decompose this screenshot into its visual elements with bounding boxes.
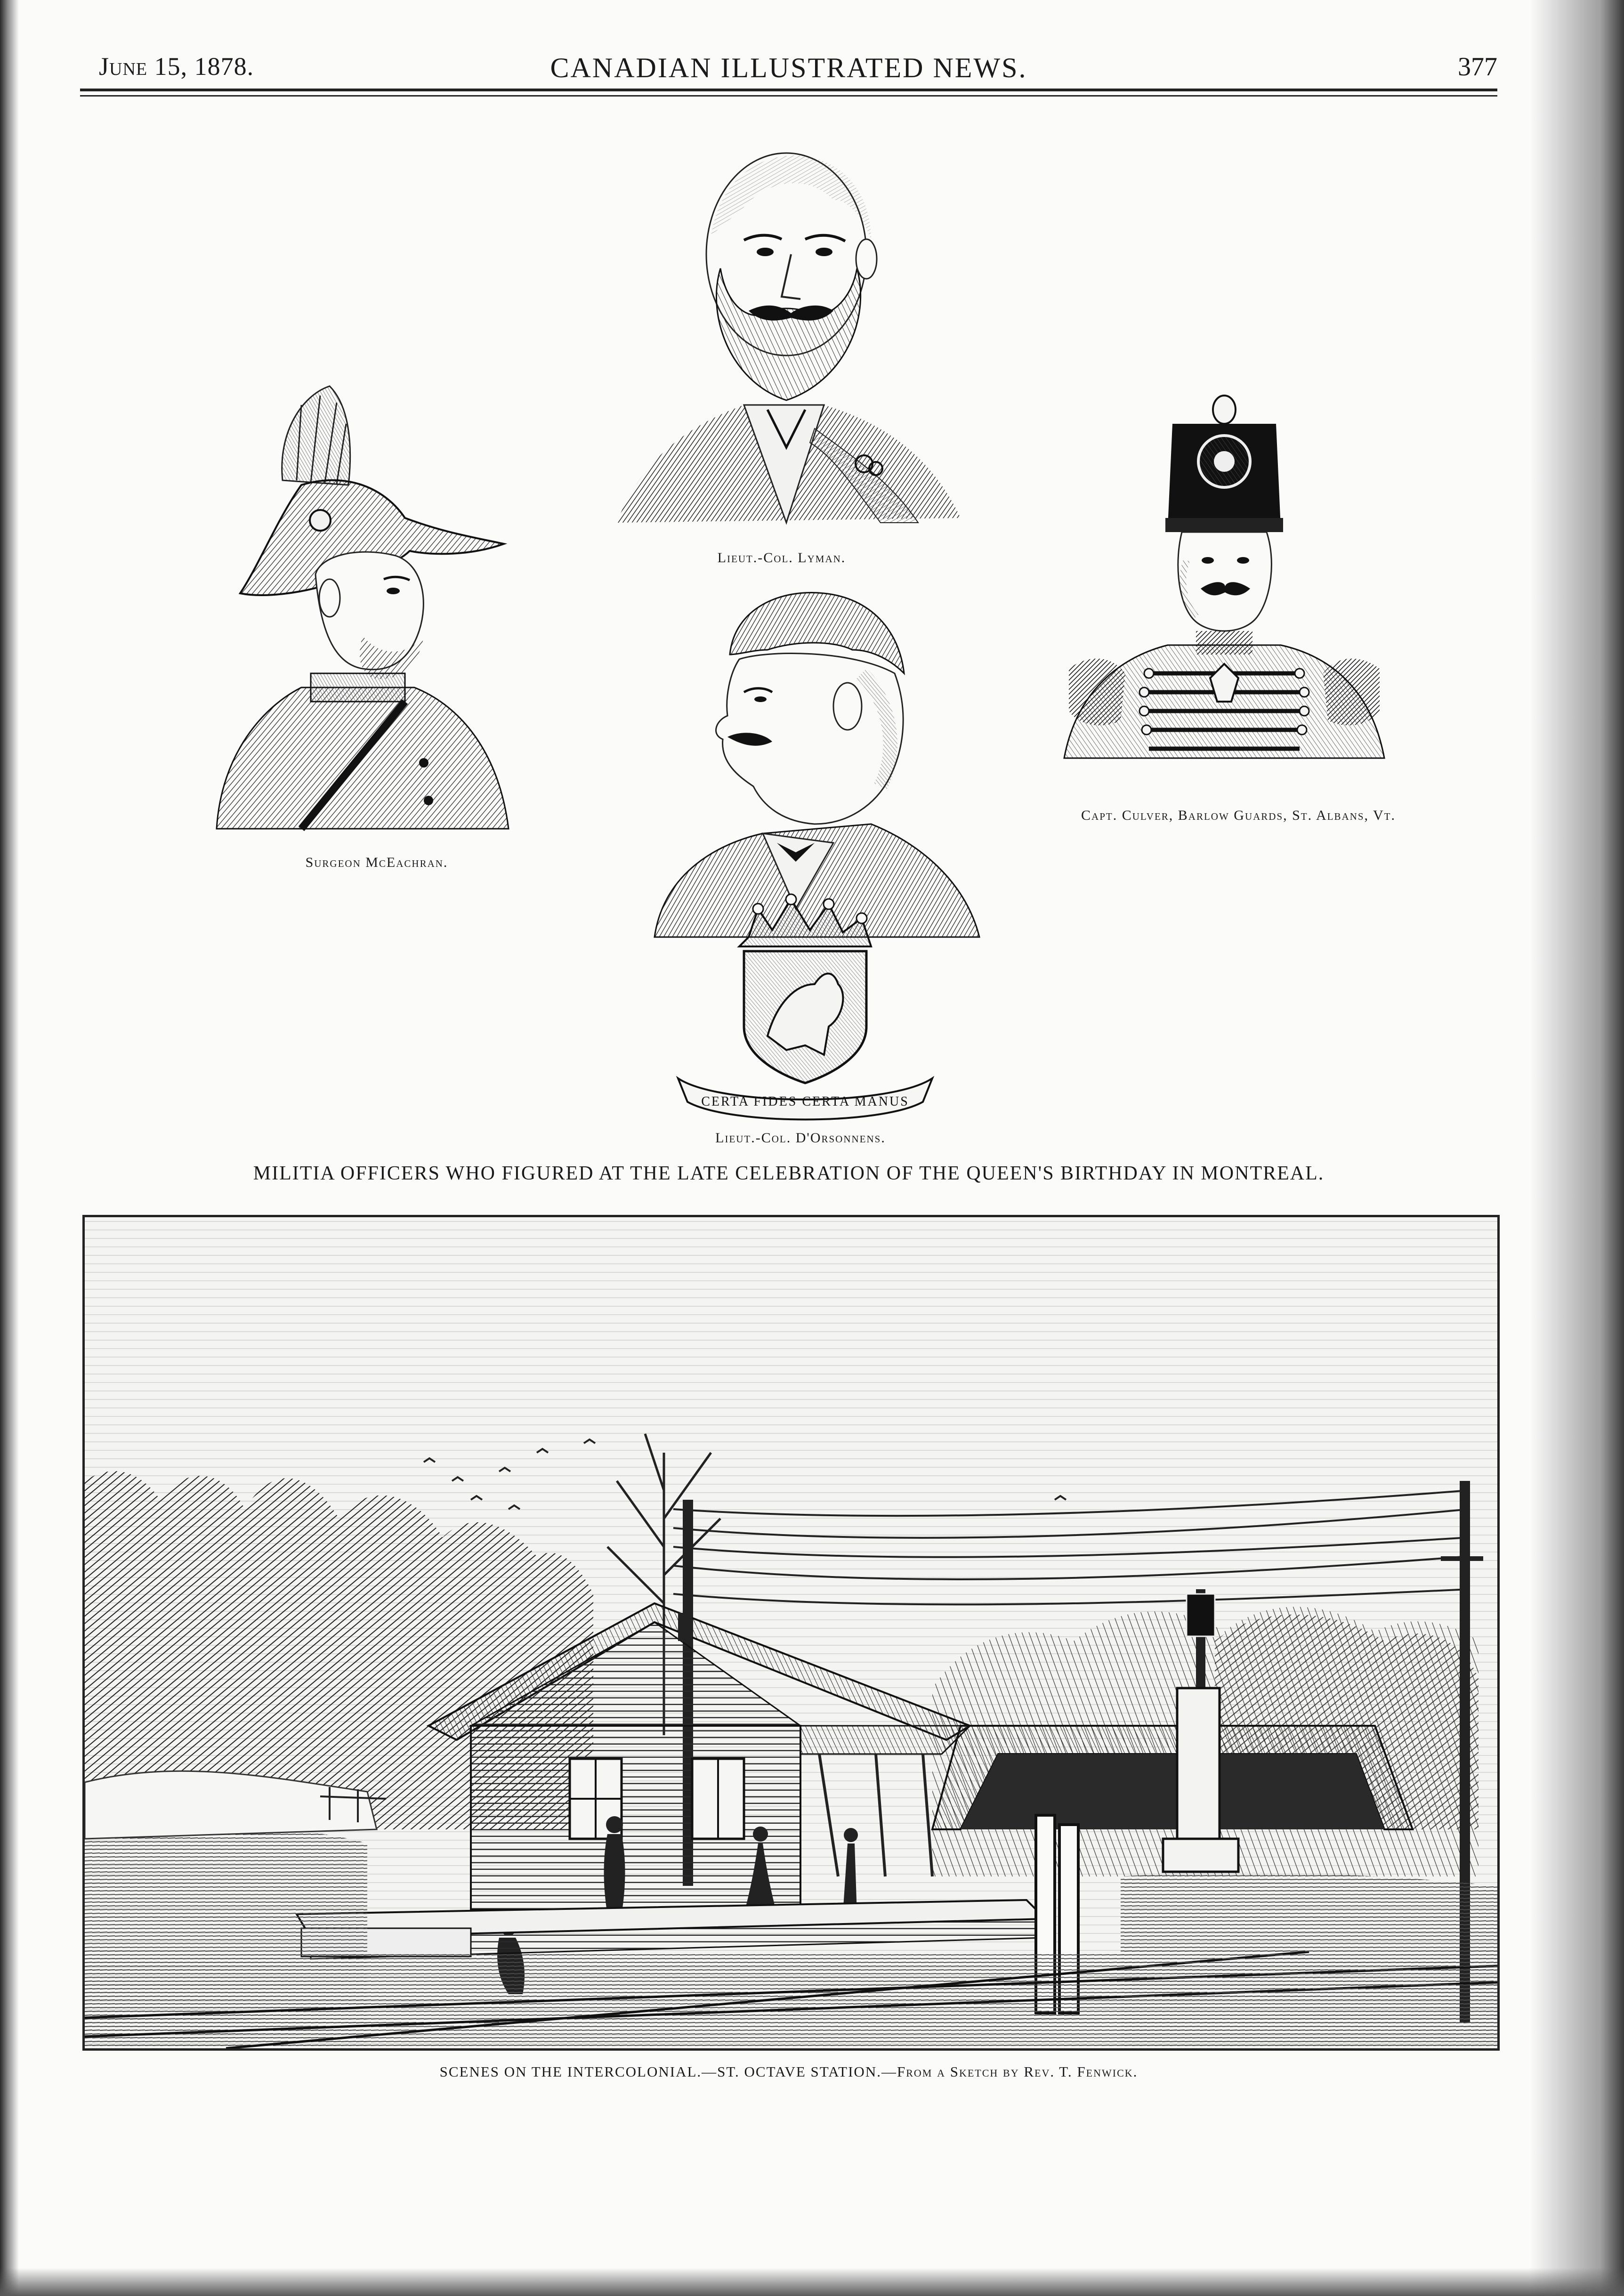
portrait-caption: Capt. Culver, Barlow Guards, St. Albans, Vt. <box>1081 808 1396 823</box>
engraved-portrait-image <box>207 377 518 838</box>
page-number: 377 <box>1458 52 1497 81</box>
motto-text: CERTA FIDES CERTA MANUS <box>701 1094 909 1109</box>
illustration-caption <box>80 2063 1497 2080</box>
portrait-dorsonnens <box>626 579 984 1121</box>
portrait-mceachran <box>207 377 518 838</box>
portrait-caption: Surgeon McEachran. <box>305 855 448 870</box>
engraved-portrait-image <box>589 118 975 542</box>
page-edge-shadow <box>1530 0 1624 2296</box>
portrait-caption: Lieut.-Col. D'Orsonnens. <box>715 1130 886 1146</box>
page-header <box>80 47 1497 89</box>
portrait-caption: Lieut.-Col. Lyman. <box>717 550 846 566</box>
engraved-portrait-image <box>626 579 984 1121</box>
portrait-culver <box>1059 391 1389 791</box>
page-edge-shadow <box>0 0 19 2296</box>
page-edge-shadow <box>0 2268 1624 2296</box>
illustration-caption: MILITIA OFFICERS WHO FIGURED AT THE LATE CELEBRATION OF THE QUEEN'S BIRTHDAY IN MONTREAL. <box>253 1163 1325 1184</box>
publication-title: CANADIAN ILLUSTRATED NEWS. <box>550 52 1027 83</box>
station-engraving <box>82 1215 1500 2051</box>
caption-main-text: SCENES ON THE INTERCOLONIAL.—ST. OCTAVE STATION.— <box>439 2063 897 2080</box>
header-rule <box>80 89 1497 91</box>
portrait-lyman <box>589 118 975 542</box>
header-rule <box>80 95 1497 97</box>
issue-date: June 15, 1878. <box>99 52 254 81</box>
engraved-portrait-image <box>1059 391 1389 791</box>
caption-credit-text: From a Sketch by Rev. T. Fenwick. <box>897 2063 1138 2080</box>
engraved-landscape-image <box>85 1217 1497 2048</box>
